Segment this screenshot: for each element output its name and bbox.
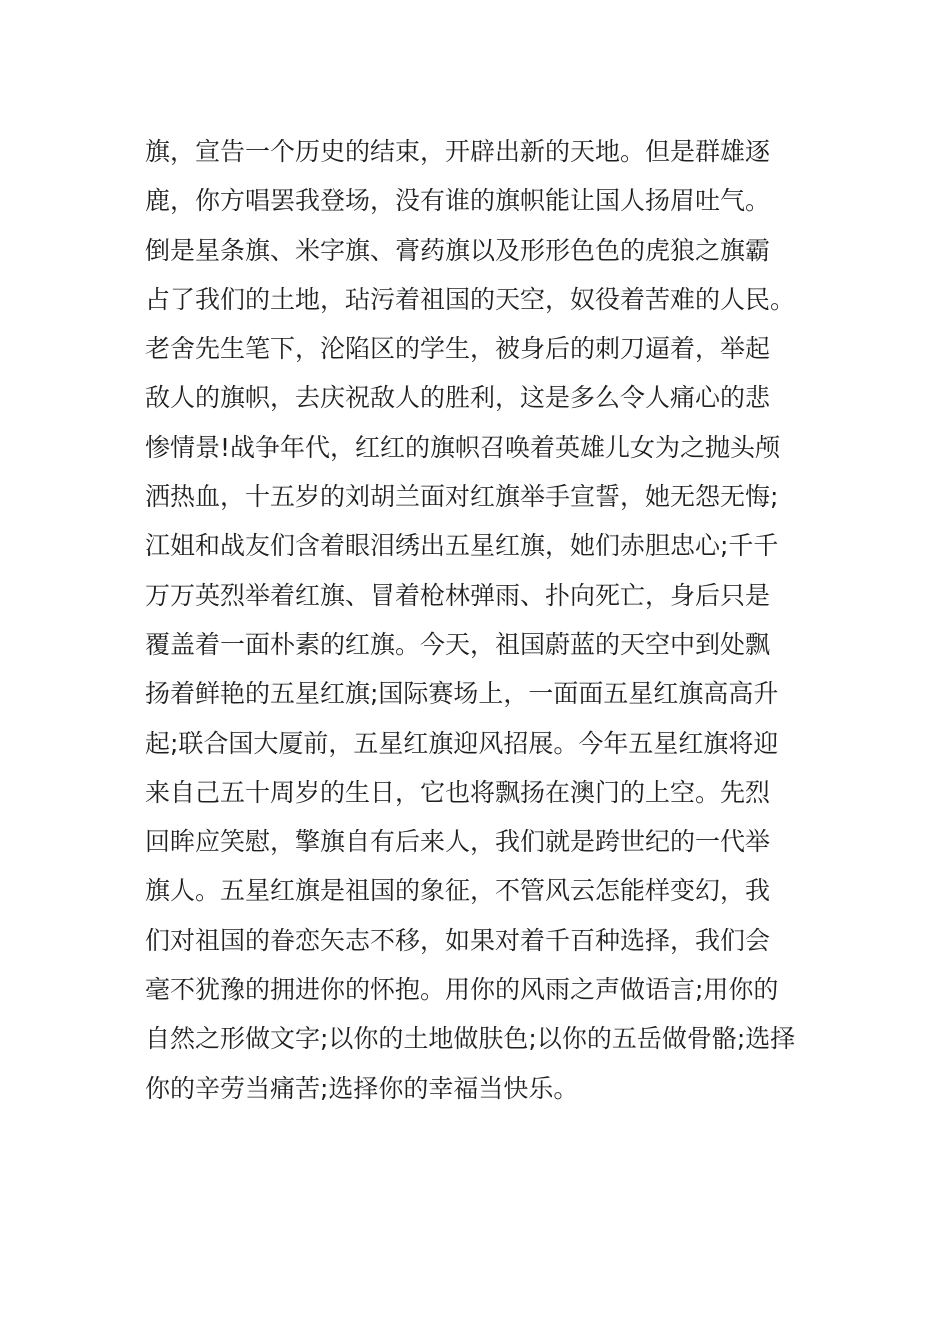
text-line: 老舍先生笔下，沦陷区的学生，被身后的刺刀逼着，举起 [145, 334, 771, 364]
text-line: 鹿，你方唱罢我登场，没有谁的旗帜能让国人扬眉吐气。 [145, 186, 771, 216]
text-line: 起;联合国大厦前，五星红旗迎风招展。今年五星红旗将迎 [145, 728, 779, 758]
text-line: 江姐和战友们含着眼泪绣出五星红旗，她们赤胆忠心;千千 [145, 531, 779, 561]
text-line: 你的辛劳当痛苦;选择你的幸福当快乐。 [145, 1073, 579, 1103]
text-line: 倒是星条旗、米字旗、膏药旗以及形形色色的虎狼之旗霸 [145, 235, 771, 265]
text-line: 旗人。五星红旗是祖国的象征，不管风云怎能样变幻，我 [145, 876, 771, 906]
text-line: 回眸应笑慰，擎旗自有后来人，我们就是跨世纪的一代举 [145, 827, 771, 857]
text-line: 来自己五十周岁的生日，它也将飘扬在澳门的上空。先烈 [145, 777, 771, 807]
text-line: 扬着鲜艳的五星红旗;国际赛场上，一面面五星红旗高高升 [145, 679, 779, 709]
text-line: 万万英烈举着红旗、冒着枪林弹雨、扑向死亡，身后只是 [145, 580, 771, 610]
text-line: 自然之形做文字;以你的土地做肤色;以你的五岳做骨骼;选择 [145, 1024, 796, 1054]
body-text [145, 127, 845, 1113]
text-line: 旗，宣告一个历史的结束，开辟出新的天地。但是群雄逐 [145, 137, 771, 166]
text-line: 惨情景!战争年代，红红的旗帜召唤着英雄儿女为之抛头颅 [145, 432, 781, 462]
text-line: 毫不犹豫的拥进你的怀抱。用你的风雨之声做语言;用你的 [145, 975, 779, 1005]
text-line: 覆盖着一面朴素的红旗。今天，祖国蔚蓝的天空中到处飘 [145, 629, 771, 659]
text-line: 敌人的旗帜，去庆祝敌人的胜利，这是多么令人痛心的悲 [145, 383, 771, 413]
text-line: 占了我们的土地，玷污着祖国的天空，奴役着苦难的人民。 [145, 284, 796, 314]
text-line: 洒热血，十五岁的刘胡兰面对红旗举手宣誓，她无怨无悔; [145, 482, 779, 512]
text-line: 们对祖国的眷恋矢志不移，如果对着千百种选择，我们会 [145, 925, 771, 955]
